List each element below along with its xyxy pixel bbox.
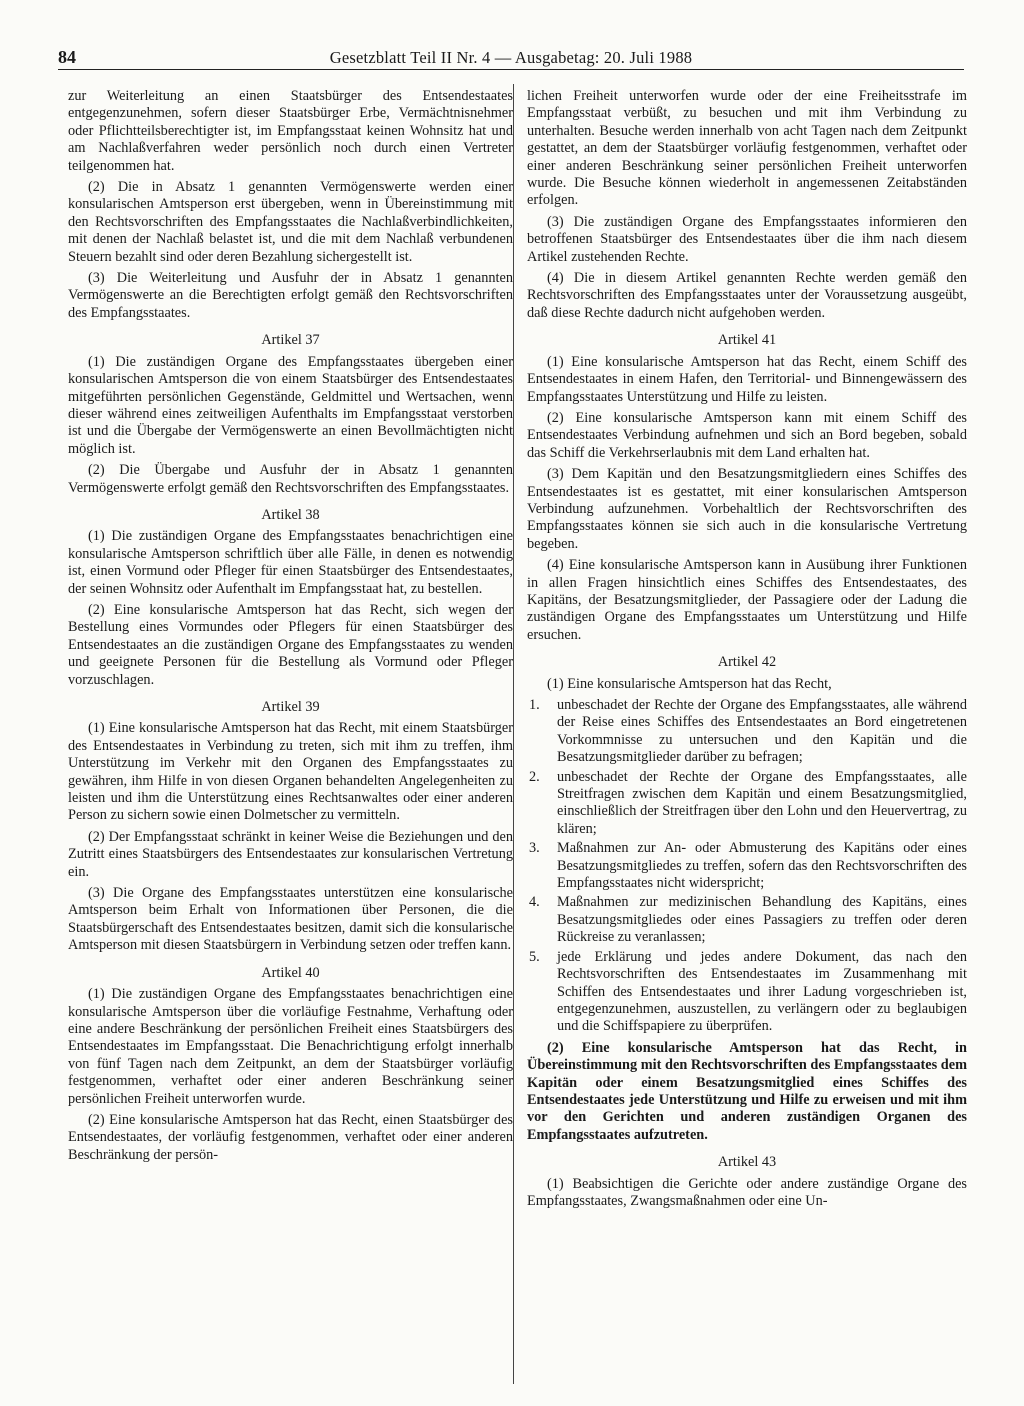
left-column [68, 88, 513, 1168]
right-column [527, 88, 967, 1214]
paragraph: (2) Die in Absatz 1 genannten Vermögenswerte werden einer konsularischen Amtsperson erst übergeben, wenn in Übereinstimmung mit den Rechtsvorschriften des Empfangsstaates die Nachlaßverbindlichkeiten, mit denen der Nachlaß belastet ist, und die mit dem Nachlaß verbundenen Steuern bezahlt sind oder deren Bezahlung sichergestellt ist. [68, 179, 513, 265]
paragraph: (2) Der Empfangsstaat schränkt in keiner Weise die Beziehungen und den Zutritt eines Staatsbürgers des Entsendestaates zur konsularischen Vertretung ein. [68, 828, 513, 880]
list-item-text: unbeschadet der Rechte der Organe des Empfangsstaates, alle Streitfragen zwischen dem Kapitän und einem Besatzungsmitglied, einschließlich der Streitfragen über den Lohn und den Heuervertrag, zu klären; [557, 768, 967, 837]
paragraph: (2) Eine konsularische Amtsperson hat das Recht, sich wegen der Bestellung eines Vormundes oder Pflegers für einen Staatsbürger des Entsendestaates an die zuständigen Organe des Empfangsstaates zu wenden und geeignete Personen für die Bestellung als Vormund oder Pfleger vorzuschlagen. [68, 601, 513, 688]
paragraph: (2) Eine konsularische Amtsperson hat das Recht, in Übereinstimmung mit den Rechtsvorschriften des Empfangsstaates dem Kapitän oder einem Besatzungsmitglied eines Schiffes des Entsendestaates jede Unterstützung und Hilfe zu erweisen und mit ihm vor den Gerichten und anderen zuständigen Organen des Empfangsstaates aufzutreten. [527, 1039, 967, 1143]
list-item-text: Maßnahmen zur An- oder Abmusterung des Kapitäns oder eines Besatzungsmitgliedes zu treffen, sofern das den Rechtsvorschriften des Empfangsstaates nicht widerspricht; [557, 840, 967, 892]
list-item-text: jede Erklärung und jedes andere Dokument, das nach den Rechtsvorschriften des Entsendestaates im Zusammenhang mit Schiffen des Entsendestaates und ihrer Ladung vorgeschrieben ist, entgegenzunehmen, auszustellen, zu verlängern oder zu beglaubigen und die Schiffspapiere zu überprüfen. [557, 948, 967, 1035]
paragraph: (4) Die in diesem Artikel genannten Rechte werden gemäß den Rechtsvorschriften des Empfangsstaates unter der Voraussetzung ausgeübt, daß diese Rechte dadurch nicht aufgehoben werden. [527, 270, 967, 321]
list-item [527, 697, 967, 767]
paragraph: (3) Die Organe des Empfangsstaates unterstützen eine konsularische Amtsperson beim Erhalt von Informationen über Personen, die die Staatsbürgerschaft des Entsendestaates besitzen, damit sich die konsularische Amtsperson mit diesen Staatsbürgern in Verbindung setzen oder treffen kann. [68, 885, 513, 954]
page-header [58, 47, 964, 70]
paragraph: (1) Beabsichtigen die Gerichte oder andere zuständige Organe des Empfangsstaates, Zwangsmaßnahmen oder eine Un- [527, 1175, 967, 1209]
paragraph: (3) Die zuständigen Organe des Empfangsstaates informieren den betroffenen Staatsbürger des Entsendestaates über die ihm nach diesem Artikel zustehenden Rechte. [527, 213, 967, 265]
list-item [527, 894, 967, 946]
numbered-list [527, 697, 967, 1036]
paragraph: (1) Eine konsularische Amtsperson hat das Recht, mit einem Staatsbürger des Entsendestaates in Verbindung zu treten, sich mit ihm zu treffen, ihm Unterstützung im Verkehr mit den Organen des Empfangsstaates zu gewähren, ihm Hilfe in von diesen Organen behandelten Angelegenheiten zu leisten und ihm die Unterstützung eines Rechtsanwaltes oder einer anderen Person zu sichern sowie einen Dolmetscher zu vermitteln. [68, 720, 513, 824]
list-number: 2. [529, 768, 540, 785]
gazette-title: Gesetzblatt Teil II Nr. 4 — Ausgabetag: 20. Juli 1988 [329, 48, 693, 67]
paragraph: (1) Eine konsularische Amtsperson hat das Recht, [547, 675, 832, 692]
paragraph: zur Weiterleitung an einen Staatsbürger des Entsendestaates entgegenzunehmen, sofern dieser Staatsbürger Erbe, Vermächtnisnehmer oder Pflichtteilsberechtigter ist, im Empfangsstaat keinen Wohnsitz hat und am Nachlaßverfahren weder persönlich noch durch einen Vertreter teilgenommen hat. [68, 88, 513, 174]
page-number: 84 [58, 47, 76, 67]
list-number: 1. [529, 697, 540, 713]
article-39-heading: Artikel 39 [261, 699, 320, 715]
article-37-heading: Artikel 37 [261, 332, 320, 349]
paragraph: (1) Eine konsularische Amtsperson hat das Recht, einem Schiff des Entsendestaates in einem Hafen, den Territorial- und Binnengewässern des Empfangsstaates Unterstützung und Hilfe zu leisten. [527, 353, 967, 405]
paragraph: lichen Freiheit unterworfen wurde oder der eine Freiheitsstrafe im Empfangsstaat verbüßt, zu besuchen und mit ihm Verbindung zu unterhalten. Besuche werden innerhalb von acht Tagen nach dem Zeitpunkt gestattet, an dem der Staatsbürger vorläufig festgenommen, verhaftet oder einer anderen Beschränkung seiner persönlichen Freiheit unterworfen wurde. Die Besuche können wiederholt in angemessenen Zeitabständen erfolgen. [527, 88, 967, 209]
list-item-text: unbeschadet der Rechte der Organe des Empfangsstaates, alle während der Reise eines Schiffes des Entsendestaates an Bord eingetretenen Vorkommnisse zu untersuchen und den Kapitän und die Besatzungsmitglieder darüber zu befragen; [557, 697, 967, 766]
paragraph: (1) Die zuständigen Organe des Empfangsstaates benachrichtigen eine konsularische Amtsperson über die vorläufige Festnahme, Verhaftung oder eine andere Beschränkung der persönlichen Freiheit eines Staatsbürgers des Entsendestaates im Empfangsstaat. Die Benachrichtigung erfolgt innerhalb von fünf Tagen nach dem Zeitpunkt, an dem der Staatsbürger vorläufig festgenommen, verhaftet oder einer anderen Beschränkung seiner persönlichen Freiheit unterworfen wurde. [68, 986, 513, 1107]
list-number: 5. [529, 948, 540, 965]
paragraph: (4) Eine konsularische Amtsperson kann in Ausübung ihrer Funktionen in allen Fragen hinsichtlich eines Schiffes des Entsendestaates, des Kapitäns, der Besatzungsmitglieder, der Passagiere oder der Ladung die zuständigen Organe des Empfangsstaates um Unterstützung und Hilfe ersuchen. [527, 557, 967, 643]
list-item [527, 769, 967, 839]
paragraph: (2) Eine konsularische Amtsperson kann mit einem Schiff des Entsendestaates Verbindung aufnehmen und sich an Bord begeben, sobald das Schiff die Verkehrserlaubnis mit dem Land erhalten hat. [527, 409, 967, 461]
article-38-heading: Artikel 38 [261, 506, 320, 523]
paragraph: (3) Die Weiterleitung und Ausfuhr der in Absatz 1 genannten Vermögenswerte an die Berechtigten erfolgt gemäß den Rechtsvorschriften des Empfangsstaates. [68, 270, 513, 321]
article-43-heading: Artikel 43 [717, 1154, 777, 1171]
paragraph: (2) Die Übergabe und Ausfuhr der in Absatz 1 genannten Vermögenswerte erfolgt gemäß den Rechtsvorschriften des Empfangsstaates. [68, 462, 513, 496]
list-item-text: Maßnahmen zur medizinischen Behandlung des Kapitäns, eines Besatzungsmitgliedes oder eines Passagiers zu treffen oder deren Rückreise zu veranlassen; [557, 894, 967, 946]
article-42-heading: Artikel 42 [717, 654, 777, 671]
column-divider [513, 84, 514, 1384]
paragraph: (1) Die zuständigen Organe des Empfangsstaates übergeben einer konsularischen Amtsperson die von einem Staatsbürger des Entsendestaates mitgeführten persönlichen Gegenstände, Geldmittel und Wertsachen, wenn dieser während eines zeitweiligen Aufenthalts im Empfangsstaat verstorben ist und die Übergabe der Vermögenswerte an einen Bevollmächtigten nicht möglich ist. [68, 353, 513, 457]
list-item [527, 840, 967, 892]
list-number: 3. [529, 840, 540, 857]
paragraph: (3) Dem Kapitän und den Besatzungsmitgliedern eines Schiffes des Entsendestaates ist es gestattet, mit einer konsularischen Amtsperson Verbindung aufzunehmen. Vorbehaltlich der Rechtsvorschriften des Empfangsstaates können sie sich auch in die konsularische Vertretung begeben. [527, 466, 967, 552]
paragraph: (1) Die zuständigen Organe des Empfangsstaates benachrichtigen eine konsularische Amtsperson schriftlich über alle Fälle, in denen es notwendig ist, einen Vormund oder Pfleger für einen Staatsbürger des Entsendestaates, der seinen Wohnsitz oder Aufenthalt im Empfangsstaat hat, zu bestellen. [68, 528, 513, 597]
list-number: 4. [529, 894, 540, 911]
article-40-heading: Artikel 40 [261, 964, 320, 981]
list-item [527, 949, 967, 1036]
paragraph: (2) Eine konsularische Amtsperson hat das Recht, einen Staatsbürger des Entsendestaates, der vorläufig festgenommen, verhaftet oder einer anderen Beschränkung der persön- [68, 1111, 513, 1163]
article-41-heading: Artikel 41 [717, 332, 777, 349]
